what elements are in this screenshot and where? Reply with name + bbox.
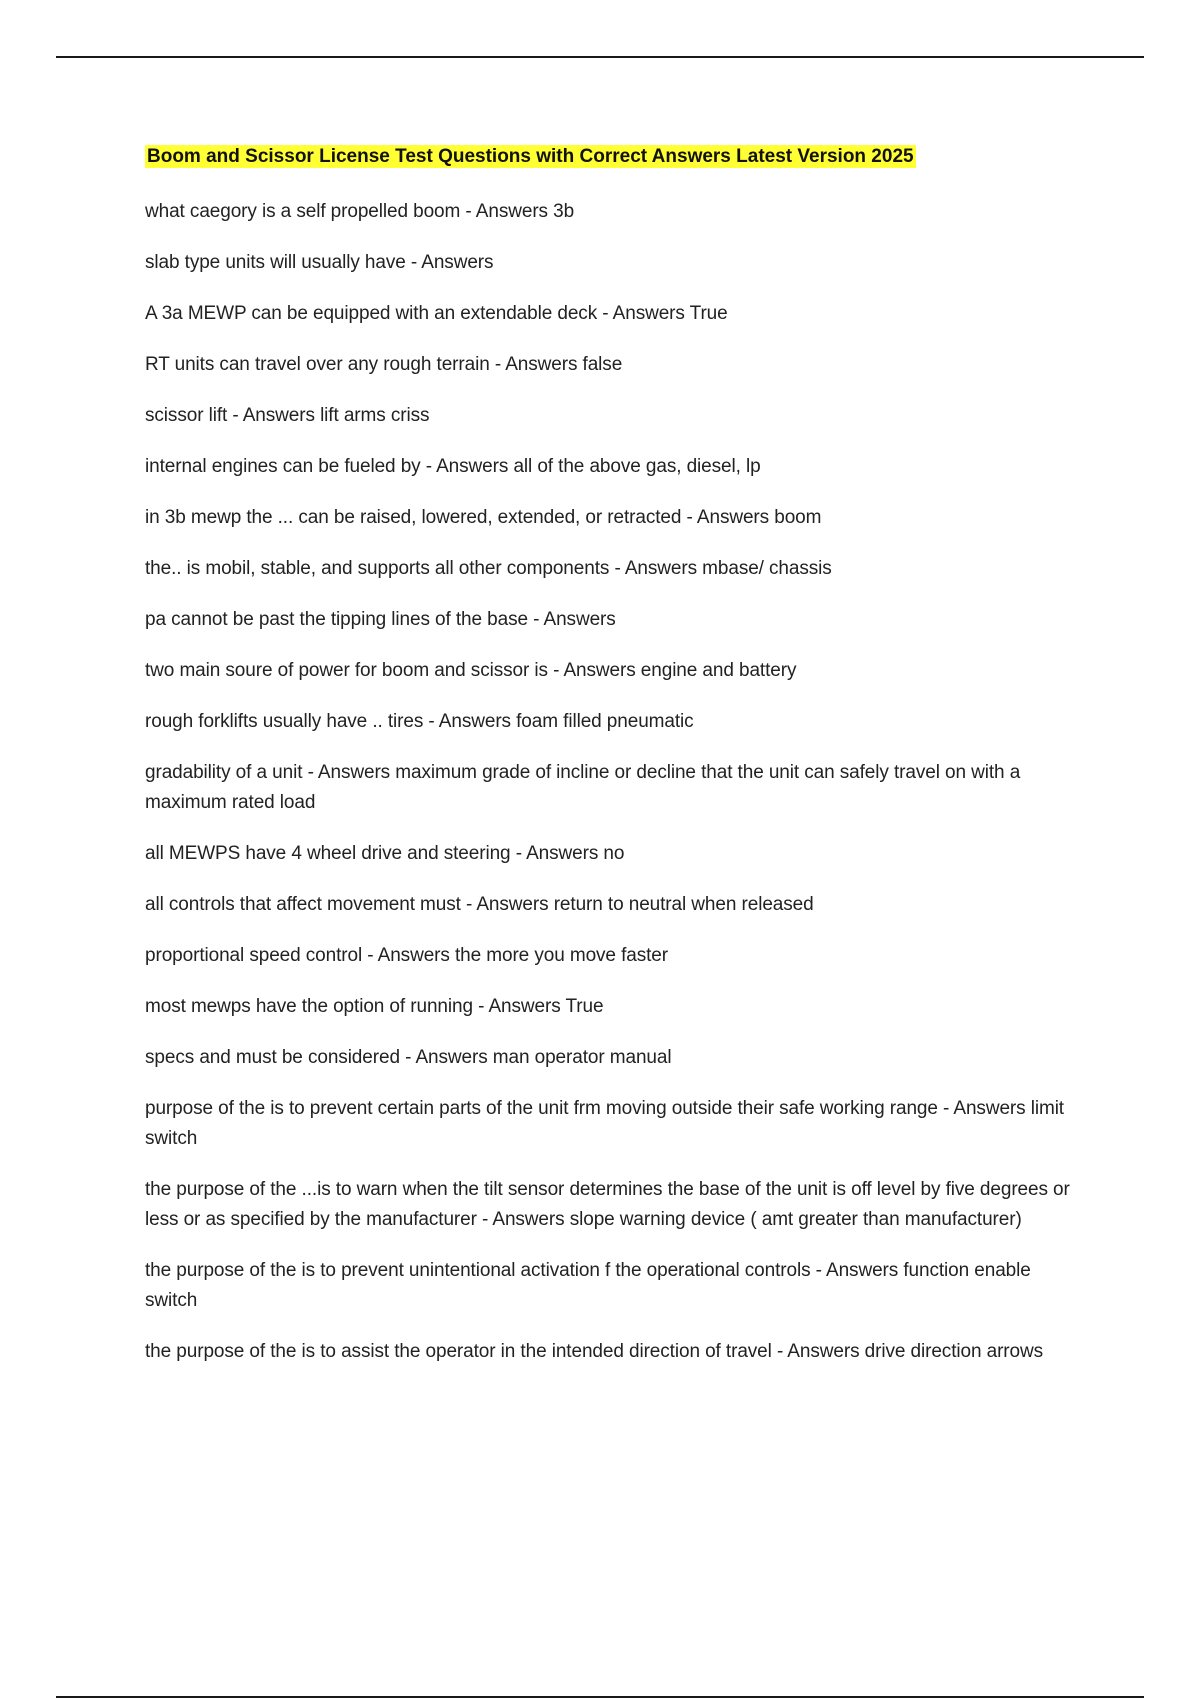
qa-item: specs and must be considered - Answers man operator manual bbox=[145, 1047, 672, 1068]
qa-item: most mewps have the option of running - Answers True bbox=[145, 996, 604, 1017]
qa-item: the purpose of the is to assist the operator in the intended direction of travel - Answers drive direction arrows bbox=[145, 1341, 1044, 1362]
qa-item: purpose of the is to prevent certain parts of the unit frm moving outside their safe working range - Answers limit switch bbox=[145, 1098, 1064, 1149]
qa-item: pa cannot be past the tipping lines of the base - Answers bbox=[145, 609, 616, 630]
qa-item: gradability of a unit - Answers maximum grade of incline or decline that the unit can safely travel on with a maximum rated load bbox=[145, 762, 1021, 813]
qa-item: internal engines can be fueled by - Answers all of the above gas, diesel, lp bbox=[145, 456, 761, 477]
qa-item: all MEWPS have 4 wheel drive and steering - Answers no bbox=[145, 843, 625, 864]
qa-item: slab type units will usually have - Answers bbox=[145, 252, 494, 273]
qa-item: proportional speed control - Answers the more you move faster bbox=[145, 945, 668, 966]
qa-item: the.. is mobil, stable, and supports all other components - Answers mbase/ chassis bbox=[145, 558, 832, 579]
highlighted-title: Boom and Scissor License Test Questions with Correct Answers Latest Version 2025 bbox=[147, 146, 914, 167]
document-body bbox=[145, 142, 1075, 1388]
qa-item: rough forklifts usually have .. tires - Answers foam filled pneumatic bbox=[145, 711, 694, 732]
qa-item: RT units can travel over any rough terrain - Answers false bbox=[145, 354, 623, 375]
qa-item: A 3a MEWP can be equipped with an extendable deck - Answers True bbox=[145, 303, 728, 324]
qa-item: scissor lift - Answers lift arms criss bbox=[145, 405, 430, 426]
qa-list bbox=[145, 197, 1075, 1367]
qa-item: two main soure of power for boom and scissor is - Answers engine and battery bbox=[145, 660, 797, 681]
qa-item: what caegory is a self propelled boom - Answers 3b bbox=[145, 201, 575, 222]
bottom-rule bbox=[56, 1696, 1144, 1698]
document-title bbox=[145, 142, 1075, 173]
top-rule bbox=[56, 56, 1144, 58]
qa-item: all controls that affect movement must - Answers return to neutral when released bbox=[145, 894, 814, 915]
qa-item: the purpose of the ...is to warn when the tilt sensor determines the base of the unit is off level by five degrees or less or as specified by the manufacturer - Answers slope warning device ( amt greater than manufacturer) bbox=[145, 1179, 1070, 1230]
qa-item: the purpose of the is to prevent unintentional activation f the operational controls - Answers function enable switch bbox=[145, 1260, 1031, 1311]
qa-item: in 3b mewp the ... can be raised, lowered, extended, or retracted - Answers boom bbox=[145, 507, 822, 528]
